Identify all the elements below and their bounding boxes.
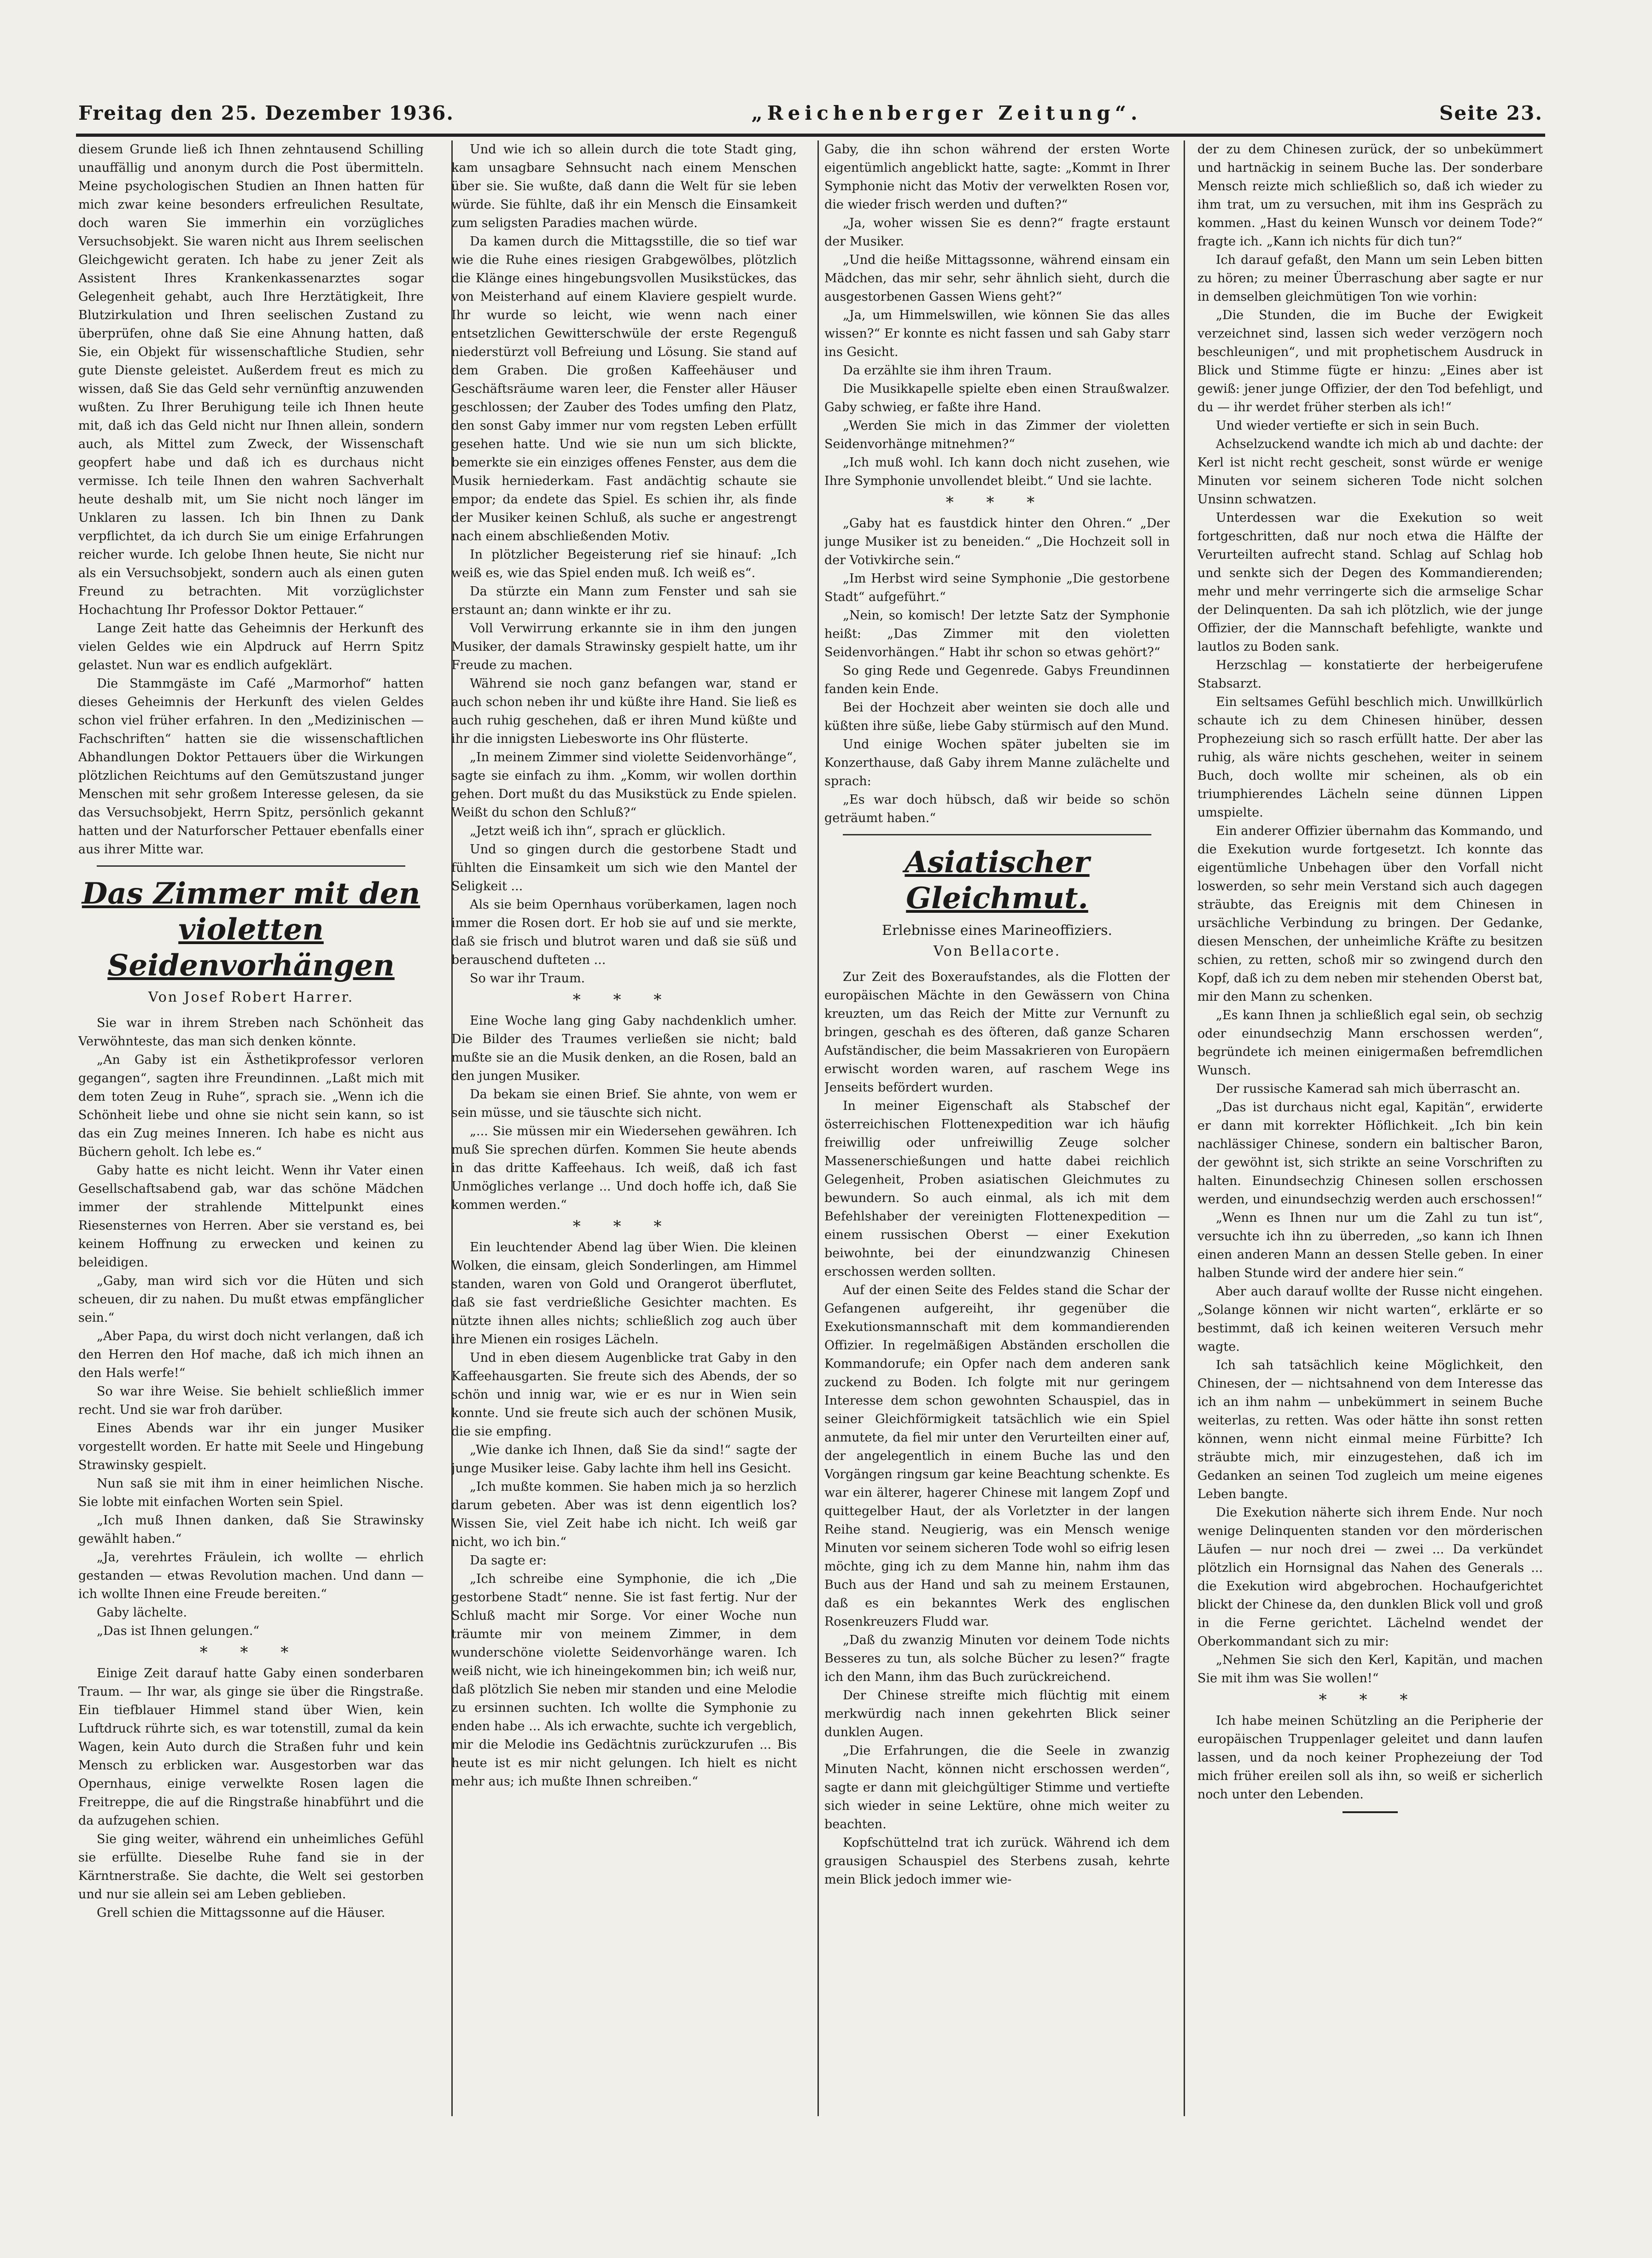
paragraph: Gaby lächelte. — [97, 1605, 187, 1620]
page-header — [78, 94, 1543, 131]
paragraph: „Ja, verehrtes Fräulein, ich wollte — ehrlich gestanden — etwas Revolution machen. Und dann — ich wollte Ihnen eine Freude bereiten.“ — [78, 1550, 424, 1601]
paragraph: Auf der einen Seite des Feldes stand die Schar der Gefangenen aufgereiht, ihr gegenüber die Exekutionsmannschaft mit dem kommandierenden Offizier. In regelmäßigen Abständen erschollen die Kommandorufe; ein Opfer nach dem anderen sank zuckend zu Boden. Ich folgte mit nur geringem Interesse dem schon gewohnten Schauspiel, das in seiner Gleichförmigkeit tatsächlich wie ein Spiel anmutete, da fiel mir unter den Verurteilten einer auf, der angelegentlich in einem Buche las und den Vorgängen ringsum gar keine Beachtung schenkte. Es war ein älterer, hagerer Chinese mit langem Zopf und quittegelber Haut, der als Vorletzter in der langen Reihe stand. Neugierig, was ein Mensch wenige Minuten vor seinem sicheren Tode wohl so eifrig lesen möchte, ging ich zu dem Manne hin, nahm ihm das Buch aus der Hand und sah zu meinem Erstaunen, daß es ein bekanntes Werk des englischen Rosenkreuzers Fludd war. — [824, 1283, 1170, 1629]
paragraph: „Aber Papa, du wirst doch nicht verlangen, daß ich den Herren den Hof mache, daß ich mich ihnen an den Hals werfe!“ — [78, 1329, 424, 1380]
paragraph: „... Sie müssen mir ein Wiedersehen gewähren. Ich muß Sie sprechen dürfen. Kommen Sie heute abends in das dritte Kaffeehaus. Ich weiß, daß ich fast Unmögliches verlange ... Und doch hoffe ich, daß Sie kommen werden.“ — [451, 1124, 797, 1212]
paragraph: Sie ging weiter, während ein unheimliches Gefühl sie erfüllte. Dieselbe Ruhe fand sie in der Kärntnerstraße. Sie dachte, die Welt sei gestorben und nur sie allein sei am Leben geblieben. — [78, 1832, 424, 1902]
newspaper-name: „Reichenberger Zeitung“. — [751, 101, 1142, 124]
paragraph: Und wie ich so allein durch die tote Stadt ging, kam unsagbare Sehnsucht nach einem Menschen über sie. Sie wußte, daß dann die Welt für sie leben würde. Sie fühlte, daß ihr ein Mensch die Einsamkeit zum seligsten Paradies machen würde. — [451, 142, 797, 230]
paragraph: Lange Zeit hatte das Geheimnis der Herkunft des vielen Geldes wie ein Alpdruck auf Herrn Spitz gelastet. Nun war es endlich aufgeklärt. — [78, 621, 424, 672]
paragraph: „Ich muß wohl. Ich kann doch nicht zusehen, wie Ihre Symphonie unvollendet bleibt.“ Und sie lachte. — [824, 455, 1170, 488]
column-2 — [451, 140, 797, 2112]
paragraph: Da stürzte ein Mann zum Fenster und sah sie erstaunt an; dann winkte er ihr zu. — [451, 584, 797, 617]
paragraph: Unterdessen war die Exekution so weit fortgeschritten, daß nur noch etwa die Hälfte der Verurteilten aufrecht stand. Schlag auf Schlag hob und senkte sich der Degen des Kommandierenden; mehr und mehr verringerte sich die armselige Schar der Delinquenten. Da sah ich plötzlich, wie der junge Offizier, der die Mannschaft befehligte, wankte und lautlos zu Boden sank. — [1197, 511, 1543, 654]
paragraph: Bei der Hochzeit aber weinten sie doch alle und küßten ihre süße, liebe Gaby stürmisch auf den Mund. — [824, 700, 1170, 733]
paragraph: Eine Woche lang ging Gaby nachdenklich umher. Die Bilder des Traumes verließen sie nicht; bald mußte sie an die Musik denken, an die Rosen, bald an den jungen Musiker. — [451, 1014, 797, 1083]
paragraph: In plötzlicher Begeisterung rief sie hinauf: „Ich weiß es, wie das Spiel enden muß. Ich weiß es“. — [451, 548, 797, 580]
end-mark — [1343, 1811, 1398, 1813]
paragraph: Da kamen durch die Mittagsstille, die so tief war wie die Ruhe eines riesigen Grabgewölbes, plötzlich die Klänge eines hingebungsvollen Musikstückes, das von Meisterhand auf einem Klaviere gespielt wurde. Ihr wurde so leicht, wie wenn nach einer entsetzlichen Gewitterschwüle der erste Regenguß niederstürzt voll Befreiung und Lösung. Sie stand auf dem Graben. Die großen Kaffeehäuser und Geschäftsräume waren leer, die Fenster aller Häuser geschlossen; der Zauber des Todes umfing den Platz, den sonst Gaby immer nur vom regsten Leben erfüllt gesehen hatte. Und wie sie nun um sich blickte, bemerkte sie ein einziges offenes Fenster, aus dem die Musik herniederkam. Fast andächtig schaute sie empor; da endete das Spiel. Es schien ihr, als finde der Musiker keinen Schluß, als suche er angestrengt nach einem abschließenden Motiv. — [451, 234, 797, 543]
paragraph: Zur Zeit des Boxeraufstandes, als die Flotten der europäischen Mächte in den Gewässern von China kreuzten, um das Reich der Mitte zur Vernunft zu bringen, geschah es des öfteren, daß ganze Scharen Aufständischer, die beim Massakrieren von Europäern erwischt worden waren, auf raschem Wege ins Jenseits befördert wurden. — [824, 970, 1170, 1095]
column-1 — [78, 140, 424, 2112]
paragraph: In meiner Eigenschaft als Stabschef der österreichischen Flottenexpedition war ich häufig freiwillig oder unfreiwillig Zeuge solcher Massenerschießungen und hatte dabei reichlich Gelegenheit, Proben asiatischen Gleichmutes zu bewundern. So auch einmal, als ich mit dem Befehlshaber der vereinigten Flottenexpedition — einem russischen Oberst — einer Exekution beiwohnte, bei der einundzwanzig Chinesen erschossen werden sollten. — [824, 1099, 1170, 1279]
paragraph: „Ich muß Ihnen danken, daß Sie Strawinsky gewählt haben.“ — [78, 1513, 424, 1546]
header-rule — [76, 134, 1545, 137]
story-title: Das Zimmer mit den violetten Seidenvorhängen — [82, 876, 420, 983]
paragraph: Die Stammgäste im Café „Marmorhof“ hatten dieses Geheimnis der Herkunft des vielen Geldes schon viel früher erfahren. In den „Medizinischen — Fachschriften“ hatten sie die wissenschaftlichen Abhandlungen Doktor Pettauers über die Wirkungen plötzlichen Reichtums auf den Gemütszustand junger Menschen mit sehr großem Interesse gelesen, da sie das Versuchsobjekt, Herrn Spitz, persönlich gekannt hatten und der Naturforscher Pettauer ebenfalls einer aus ihrer Mitte war. — [78, 677, 424, 857]
article-columns — [78, 140, 1543, 2112]
paragraph: Gaby hatte es nicht leicht. Wenn ihr Vater einen Gesellschaftsabend gab, war das schöne Mädchen immer der strahlende Mittelpunkt eines Riesensternes von Herren. Aber sie verstand es, bei keinem Hoffnung zu erwecken und keinen zu beleidigen. — [78, 1163, 424, 1270]
paragraph: „Wie danke ich Ihnen, daß Sie da sind!“ sagte der junge Musiker leise. Gaby lachte ihm hell ins Gesicht. — [451, 1443, 797, 1476]
paragraph: „Ja, woher wissen Sie es denn?“ fragte erstaunt der Musiker. — [824, 216, 1170, 249]
column-4 — [1197, 140, 1543, 2112]
section-rule — [843, 834, 1151, 835]
section-rule — [97, 865, 405, 867]
paragraph: Da sagte er: — [470, 1553, 547, 1568]
paragraph: Grell schien die Mittagssonne auf die Häuser. — [97, 1906, 385, 1920]
paragraph: Herzschlag — konstatierte der herbeigerufene Stabsarzt. — [1197, 658, 1543, 691]
paragraph: „In meinem Zimmer sind violette Seidenvorhänge“, sagte sie einfach zu ihm. „Komm, wir wollen dorthin gehen. Dort mußt du das Musikstück zu Ende spielen. Weißt du schon den Schluß?“ — [451, 750, 797, 820]
paragraph: „Nehmen Sie sich den Kerl, Kapitän, und machen Sie mit ihm was Sie wollen!“ — [1197, 1653, 1543, 1686]
story-subtitle: Erlebnisse eines Marineoffiziers. — [881, 922, 1113, 939]
page-number: Seite 23. — [1439, 101, 1543, 124]
paragraph: So war ihr Traum. — [470, 971, 585, 986]
paragraph: Während sie noch ganz befangen war, stand er auch schon neben ihr und küßte ihre Hand. Sie ließ es auch ruhig geschehen, daß er ihren Mund küßte und ihr die innigsten Liebesworte ins Ohr flüsterte. — [451, 677, 797, 746]
paragraph: Voll Verwirrung erkannte sie in ihm den jungen Musiker, der damals Strawinsky gespielt hatte, um ihr Freude zu machen. — [451, 621, 797, 672]
paragraph: Gaby, die ihn schon während der ersten Worte eigentümlich angeblickt hatte, sagte: „Kommt in Ihrer Symphonie nicht das Motiv der verwelkten Rosen vor, die wieder frisch werden und duften?“ — [824, 142, 1170, 212]
paragraph: Und einige Wochen später jubelten sie im Konzerthause, daß Gaby ihrem Manne zulächelte und sprach: — [824, 737, 1170, 788]
section-stars: * * * — [946, 493, 1049, 512]
paragraph: „Es kann Ihnen ja schließlich egal sein, ob sechzig oder einundsechzig Mann erschossen werden“, begründete ich meinen einigermaßen befremdlichen Wunsch. — [1197, 1008, 1543, 1078]
paragraph: Sie war in ihrem Streben nach Schönheit das Verwöhnteste, das man sich denken könnte. — [78, 1016, 424, 1049]
paragraph: „Es war doch hübsch, daß wir beide so schön geträumt haben.“ — [824, 793, 1170, 825]
paragraph: „Werden Sie mich in das Zimmer der violetten Seidenvorhänge mitnehmen?“ — [824, 419, 1170, 451]
paragraph: Ich sah tatsächlich keine Möglichkeit, den Chinesen, der — nichtsahnend von dem Interesse das ich an ihm nahm — unbekümmert in seinem Buche weiterlas, zu retten. Was oder hätte ihn sonst retten können, wenn nicht einmal meine Fürbitte? Ich sträubte mich, mir einzugestehen, daß ich im Gedanken an seinen Tod zugleich um meine eigenes Leben bangte. — [1197, 1358, 1543, 1501]
paragraph: Aber auch darauf wollte der Russe nicht eingehen. „Solange können wir nicht warten“, erklärte er so bestimmt, daß ich keinen weiteren Versuch mehr wagte. — [1197, 1284, 1543, 1354]
section-stars: * * * — [572, 991, 676, 1009]
paragraph: Achselzuckend wandte ich mich ab und dachte: der Kerl ist nicht recht gescheit, sonst würde er wenige Minuten vor seinem sicheren Tode nicht solchen Unsinn schwatzen. — [1197, 437, 1543, 507]
section-stars: * * * — [572, 1217, 676, 1236]
paragraph: Ein anderer Offizier übernahm das Kommando, und die Exekution wurde fortgesetzt. Ich konnte das eigentümliche Unbehagen über den Vorfall nicht loswerden, so sehr mein Verstand sich auch dagegen sträubte, das Ereignis mit dem Chinesen in ursächliche Verbindung zu bringen. Der Gedanke, diesen Menschen, der unheimliche Kräfte zu besitzen schien, zu retten, schoß mir so zwingend durch den Kopf, daß ich zu dem neben mir stehenden Oberst bat, mir den Mann zu schenken. — [1197, 824, 1543, 1004]
column-3 — [824, 140, 1170, 2112]
paragraph: „An Gaby ist ein Ästhetikprofessor verloren gegangen“, sagten ihre Freundinnen. „Laßt mich mit dem toten Zeug in Ruhe“, sprach sie. „Wenn ich die Schönheit liebe und ohne sie nicht sein kann, so ist das ein Zug meines Inneren. Ich habe es nicht aus Büchern geholt. Ich lebe es.“ — [78, 1053, 424, 1159]
paragraph: „Daß du zwanzig Minuten vor deinem Tode nichts Besseres zu tun, als solche Bücher zu lesen?“ fragte ich den Mann, ihm das Buch zurückreichend. — [824, 1633, 1170, 1684]
paragraph: Der Chinese streifte mich flüchtig mit einem merkwürdig nach innen gekehrten Blick seiner dunklen Augen. — [824, 1688, 1170, 1739]
paragraph: Nun saß sie mit ihm in einer heimlichen Nische. Sie lobte mit einfachen Worten sein Spiel. — [78, 1476, 424, 1509]
paragraph: Die Exekution näherte sich ihrem Ende. Nur noch wenige Delinquenten standen vor den mörderischen Läufen — nur noch drei — zwei ... Da verkündet plötzlich ein Hornsignal das Nahen des Generals ... die Exekution wird abgebrochen. Hochaufgerichtet blickt der Chinese da, den dunklen Blick voll und groß in die Ferne gerichtet. Lächelnd wendet der Oberkommandant sich zu mir: — [1197, 1505, 1543, 1649]
paragraph: „Die Stunden, die im Buche der Ewigkeit verzeichnet sind, lassen sich weder verzögern noch beschleunigen“, und mit prophetischem Ausdruck in Blick und Stimme fügte er hinzu: „Eines aber ist gewiß: jener junge Offizier, der den Tod befehligt, und du — ihr werdet früher sterben als ich!“ — [1197, 308, 1543, 414]
paragraph: Ein leuchtender Abend lag über Wien. Die kleinen Wolken, die einsam, gleich Sonderlingen, am Himmel standen, waren von Gold und Orangerot überflutet, daß sie fast verdrießliche Gesichter machten. Es nützte ihnen alles nichts; schließlich zog auch über ihre Mienen ein rosiges Lächeln. — [451, 1240, 797, 1347]
paragraph: „Die Erfahrungen, die die Seele in zwanzig Minuten Nacht, können nicht erschossen werden“, sagte er dann mit gleichgültiger Stimme und vertiefte sich wieder in seine Lektüre, ohne mich weiter zu beachten. — [824, 1744, 1170, 1832]
story-author: Von Josef Robert Harrer. — [148, 989, 354, 1005]
paragraph: Einige Zeit darauf hatte Gaby einen sonderbaren Traum. — Ihr war, als ginge sie über die Ringstraße. Ein tiefblauer Himmel stand über Wien, kein Luftdruck rührte sich, es war totenstill, zumal da kein Wagen, kein Auto durch die Straßen fuhr und kein Mensch zu erblicken war. Ausgestorben war das Opernhaus, einige verwelkte Rosen lagen die Freitreppe, die auf die Ringstraße hinabführt und die da aufzugehen schien. — [78, 1666, 424, 1828]
paragraph: „Ich schreibe eine Symphonie, die ich „Die gestorbene Stadt“ nenne. Sie ist fast fertig. Nur der Schluß macht mir Sorge. Vor einer Woche nun träumte mir von meinem Zimmer, in dem wunderschöne violette Seidenvorhänge waren. Ich weiß nicht, wie ich hineingekommen bin; ich weiß nur, daß plötzlich Sie neben mir standen und eine Melodie zu ersinnen suchten. Ich wollte die Symphonie zu enden habe ... Als ich erwachte, suchte ich vergeblich, mir die Melodie ins Gedächtnis zurückzurufen ... Bis heute ist es mir nicht gelungen. Ich hielt es nicht mehr aus; ich mußte Ihnen schreiben.“ — [451, 1572, 797, 1789]
paragraph: „Das ist durchaus nicht egal, Kapitän“, erwiderte er dann mit korrekter Höflichkeit. „Ich bin kein nachlässiger Chinese, sondern ein baltischer Baron, der gewöhnt ist, sich strikte an seine Vorschriften zu halten. Einundsechzig Chinesen sollen erschossen werden, und einundsechzig werden auch erschossen!“ — [1197, 1100, 1543, 1207]
paragraph: „Im Herbst wird seine Symphonie „Die gestorbene Stadt“ aufgeführt.“ — [824, 572, 1170, 604]
paragraph: Und wieder vertiefte er sich in sein Buch. — [1216, 419, 1479, 433]
paragraph: „Und die heiße Mittagssonne, während einsam ein Mädchen, das mir sehr, sehr ähnlich sieht, durch die ausgestorbenen Gassen Wiens geht?“ — [824, 253, 1170, 304]
paragraph: „Ich mußte kommen. Sie haben mich ja so herzlich darum gebeten. Aber was ist denn eigentlich los? Wissen Sie, viel Zeit habe ich nicht. Ich weiß gar nicht, wo ich bin.“ — [451, 1480, 797, 1549]
header-date: Freitag den 25. Dezember 1936. — [78, 101, 454, 124]
paragraph: Da bekam sie einen Brief. Sie ahnte, von wem er sein müsse, und sie täuschte sich nicht. — [451, 1087, 797, 1120]
paragraph: So ging Rede und Gegenrede. Gabys Freundinnen fanden kein Ende. — [824, 664, 1170, 696]
paragraph: Ich habe meinen Schützling an die Peripherie der europäischen Truppenlager geleitet und dann laufen lassen, und da noch keiner Prophezeiung der Tod mich früher ereilen soll als ihn, so weiß er sicherlich noch unter den Lebenden. — [1197, 1714, 1543, 1802]
paragraph: So war ihre Weise. Sie behielt schließlich immer recht. Und sie war froh darüber. — [78, 1384, 424, 1417]
paragraph: „Gaby hat es faustdick hinter den Ohren.“ „Der junge Musiker ist zu beneiden.“ „Die Hochzeit soll in der Votivkirche sein.“ — [824, 516, 1170, 567]
paragraph: „Ja, um Himmelswillen, wie können Sie das alles wissen?“ Er konnte es nicht fassen und sah Gaby starr ins Gesicht. — [824, 308, 1170, 359]
story-title: Asiatischer Gleichmut. — [905, 845, 1090, 916]
paragraph: Als sie beim Opernhaus vorüberkamen, lagen noch immer die Rosen dort. Er hob sie auf und sie merkte, daß sie frisch und blutrot waren und daß sie süß und berauschend dufteten ... — [451, 898, 797, 967]
paragraph: Da erzählte sie ihm ihren Traum. — [843, 363, 1052, 378]
paragraph: „Gaby, man wird sich vor die Hüten und sich scheuen, dir zu nahen. Du mußt etwas empfänglicher sein.“ — [78, 1274, 424, 1325]
story-author: Von Bellacorte. — [933, 943, 1061, 959]
paragraph: Und so gingen durch die gestorbene Stadt und fühlten die Einsamkeit um sich wie den Mantel der Seligkeit ... — [451, 842, 797, 893]
paragraph: „Das ist Ihnen gelungen.“ — [97, 1624, 260, 1638]
paragraph: Ich darauf gefaßt, den Mann um sein Leben bitten zu hören; zu meiner Überraschung aber sagte er nur in demselben gleichmütigen Ton wie vorhin: — [1197, 253, 1543, 304]
paragraph: Die Musikkapelle spielte eben einen Straußwalzer. Gaby schwieg, er faßte ihre Hand. — [824, 382, 1170, 414]
paragraph: diesem Grunde ließ ich Ihnen zehntausend Schilling unauffällig und anonym durch die Post übermitteln. Meine psychologischen Studien an Ihnen hatten für mich zwar keine besonders erfreulichen Resultate, doch waren Sie immerhin ein vorzügliches Versuchsobjekt. Sie waren nicht aus Ihrem seelischen Gleichgewicht geraten. Ich habe zu jener Zeit als Assistent Ihres Krankenkassenarztes sogar Gelegenheit gehabt, auch Ihre Herztätigkeit, Ihre Blutzirkulation und Ihren seelischen Zustand zu überprüfen, ohne daß Sie eine Ahnung hatten, daß Sie, ein Objekt für wissenschaftliche Studien, sehr gute Dienste geleistet. Außerdem freut es mich zu wissen, daß Sie das Geld sehr vernünftig anzuwenden wußten. Zu Ihrer Beruhigung teile ich Ihnen heute mit, daß ich das Geld nicht nur Ihnen allein, sondern auch, als Mittel zum Zweck, der Wissenschaft geopfert habe und daß ich es durchaus nicht vermisse. Ich teile Ihnen den wahren Sachverhalt heute deshalb mit, um Sie nicht noch länger im Unklaren zu lassen. Ich bin Ihnen zu Dank verpflichtet, da ich durch Sie um einige Erfahrungen reicher wurde. Ich gelobe Ihnen heute, Sie nicht nur als ein Versuchsobjekt, sondern auch als einen guten Freund zu betrachten. Mit vorzüglichster Hochachtung Ihr Professor Doktor Pettauer.“ — [78, 142, 424, 617]
paragraph: „Jetzt weiß ich ihn“, sprach er glücklich. — [470, 824, 726, 838]
paragraph: Ein seltsames Gefühl beschlich mich. Unwillkürlich schaute ich zu dem Chinesen hinüber, dessen Prophezeiung sich so rasch erfüllt hatte. Der aber las ruhig, als wäre nichts geschehen, weiter in seinem Buch, doch wollte mir scheinen, als ob ein triumphierendes Lächeln seine dünnen Lippen umspielte. — [1197, 695, 1543, 820]
section-stars: * * * — [199, 1643, 303, 1662]
paragraph: Kopfschüttelnd trat ich zurück. Während ich dem grausigen Schauspiel des Sterbens zusah, kehrte mein Blick jedoch immer wie- — [824, 1836, 1170, 1887]
paragraph: Eines Abends war ihr ein junger Musiker vorgestellt worden. Er hatte mit Seele und Hingebung Strawinsky gespielt. — [78, 1421, 424, 1472]
paragraph: „Wenn es Ihnen nur um die Zahl zu tun ist“, versuchte ich ihn zu überreden, „so kann ich Ihnen einen anderen Mann an dessen Stelle geben. In einer halben Stunde wird der andere hier sein.“ — [1197, 1211, 1543, 1280]
paragraph: der zu dem Chinesen zurück, der so unbekümmert und hartnäckig in seinem Buche las. Der sonderbare Mensch reizte mich schließlich so, daß ich wieder zu ihm trat, um zu versuchen, mit ihm ins Gespräch zu kommen. „Hast du keinen Wunsch vor deinem Tode?“ fragte ich. „Kann ich nichts für dich tun?“ — [1197, 142, 1543, 249]
paragraph: „Nein, so komisch! Der letzte Satz der Symphonie heißt: „Das Zimmer mit den violetten Seidenvorhängen.“ Habt ihr schon so etwas gehört?“ — [824, 608, 1170, 659]
paragraph: Und in eben diesem Augenblicke trat Gaby in den Kaffeehausgarten. Sie freute sich des Abends, der so schön und innig war, wie er es nur in Wien sein konnte. Und sie freute sich auch der schönen Musik, die sie empfing. — [451, 1351, 797, 1439]
section-stars: * * * — [1319, 1691, 1422, 1709]
paragraph: Der russische Kamerad sah mich überrascht an. — [1216, 1082, 1521, 1096]
